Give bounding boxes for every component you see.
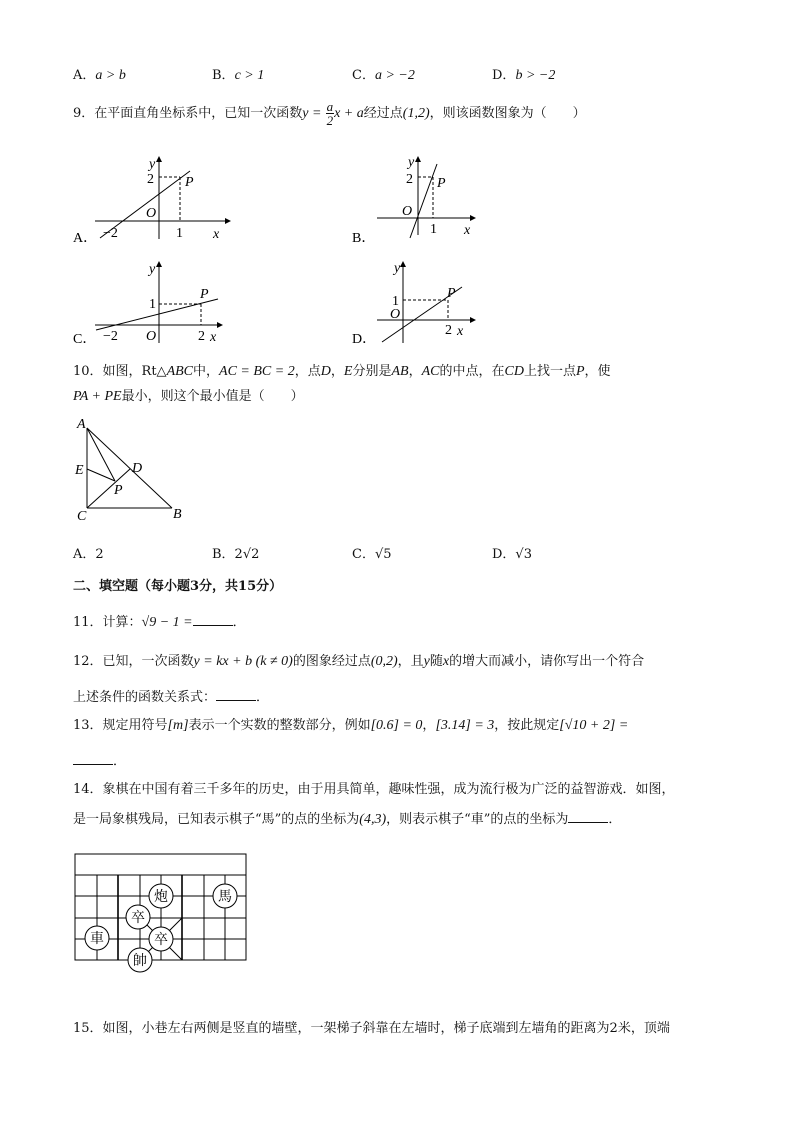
q10-option-b[interactable]: B．2√2 — [212, 547, 260, 562]
piece-label: 卒 — [131, 911, 145, 926]
piece-ju — [85, 926, 109, 950]
text: ． — [232, 615, 246, 630]
q8-option-a[interactable] — [73, 64, 126, 84]
q10-option-a[interactable]: A．2 — [73, 547, 104, 562]
arrow-icon — [470, 215, 476, 221]
graph-label: D． — [352, 332, 377, 347]
q12-question-line2 — [73, 686, 269, 705]
math: PA + PE — [73, 389, 122, 404]
math: CD — [504, 364, 524, 379]
math: E — [343, 364, 353, 379]
y-label: y — [394, 261, 401, 276]
graph-label: A． — [73, 231, 98, 245]
vertex-label: C — [77, 509, 87, 524]
q15-question-line1: 15．如图，小巷左右两侧是竖直的墙壁，一架梯子斜靠在左墙时，梯子底端到左墙角的距离为2米，顶端 — [73, 1021, 670, 1036]
q9-graph-d[interactable] — [352, 255, 482, 351]
math: x — [442, 654, 450, 669]
text: ． — [256, 690, 270, 705]
option-label: C． — [352, 68, 375, 83]
arrow-icon — [415, 156, 421, 162]
piece-label: 帥 — [133, 954, 147, 969]
q9-text-mid: 经过点 — [363, 106, 403, 121]
text: ，使 — [584, 364, 611, 379]
text: 13．规定用符号 — [73, 718, 168, 733]
q8-option-c[interactable] — [352, 64, 415, 84]
piece-shuai — [128, 948, 152, 972]
q9-expr-y: y = — [302, 106, 322, 121]
y-tick: 2 — [147, 172, 154, 187]
text: 是一局象棋残局，已知表示棋子“馬”的点的坐标为 — [73, 812, 360, 827]
point-label: P — [447, 286, 456, 301]
math: [3.14] = 3 — [435, 718, 495, 733]
math: (4,3) — [359, 812, 387, 827]
y-label: y — [149, 262, 156, 277]
math: y — [423, 654, 430, 669]
arrow-icon — [217, 322, 223, 328]
text: 的中点，在 — [439, 364, 505, 379]
segment-cd — [87, 469, 130, 508]
q9-suffix: ，则该函数图象为（ ） — [429, 106, 586, 121]
text: 随 — [429, 654, 443, 669]
x-tick: −2 — [103, 226, 118, 241]
frac-denominator: 2 — [326, 113, 334, 128]
y-tick: 1 — [149, 297, 156, 312]
math: [√10 + 2] = — [559, 718, 629, 733]
point-label: P — [437, 176, 446, 191]
piece-label: 炮 — [154, 890, 168, 905]
vertex-label: D — [132, 461, 143, 476]
piece-pao — [149, 884, 173, 908]
answer-blank[interactable] — [216, 688, 256, 701]
y-tick: 1 — [392, 294, 399, 309]
q13-question-line2 — [73, 750, 126, 769]
x-tick: 2 — [445, 323, 452, 338]
answer-blank[interactable] — [193, 613, 233, 626]
chess-board-figure — [70, 845, 255, 984]
text: ，点 — [294, 364, 321, 379]
q9-question — [73, 100, 586, 127]
q13-question-line1 — [73, 714, 628, 734]
text: 分别是 — [352, 364, 392, 379]
piece-label: 卒 — [154, 933, 168, 948]
x-label: x — [213, 227, 220, 242]
math: AC = BC = 2 — [219, 364, 295, 379]
origin-label: O — [146, 329, 157, 344]
text: 上找一点 — [523, 364, 576, 379]
q10-triangle-figure — [70, 410, 200, 529]
q9-graph-b[interactable] — [352, 150, 482, 249]
arrow-icon — [400, 261, 406, 267]
option-expr: a > −2 — [374, 68, 415, 83]
piece-ma — [213, 884, 237, 908]
q9-expr-rest: x + a — [334, 106, 364, 121]
text: 表示一个实数的整数部分，例如 — [188, 718, 371, 733]
text: 中， — [193, 364, 220, 379]
segment-pe — [87, 469, 115, 481]
q9-fraction — [326, 100, 335, 127]
text: 10．如图，Rt△ — [73, 364, 167, 379]
x-label: x — [464, 223, 471, 238]
q14-question-line1: 14．象棋在中国有着三千多年的历史，由于用具简单，趣味性强，成为流行极为广泛的益智游戏．如图， — [73, 782, 675, 797]
option-label: D． — [492, 68, 516, 83]
answer-blank[interactable] — [568, 810, 608, 823]
x-tick: 1 — [430, 222, 437, 237]
text: ，且 — [397, 654, 424, 669]
origin-label: O — [402, 204, 413, 219]
text: 11．计算： — [73, 615, 142, 630]
origin-label: O — [390, 307, 401, 322]
text: 最小，则这个最小值是（ ） — [121, 389, 304, 404]
option-expr: c > 1 — [234, 68, 265, 83]
math: [0.6] = 0 — [370, 718, 423, 733]
y-tick: 2 — [406, 172, 413, 187]
x-tick: 1 — [176, 226, 183, 241]
arrow-icon — [156, 156, 162, 162]
math: AC — [421, 364, 440, 379]
q14-question-line2 — [73, 808, 621, 828]
q11-question — [73, 611, 246, 631]
x-label: x — [210, 330, 217, 345]
text: ． — [608, 812, 622, 827]
vertex-label: E — [75, 463, 84, 478]
text: 的增大而减小，请你写出一个符合 — [449, 654, 645, 669]
q9-graph-c[interactable] — [73, 255, 233, 351]
piece-label: 車 — [90, 932, 104, 947]
origin-label: O — [146, 206, 157, 221]
segment-pa — [87, 428, 115, 481]
point-label: P — [200, 287, 209, 302]
arrow-icon — [470, 317, 476, 323]
math: √9 − 1 = — [141, 615, 193, 630]
q10-option-c[interactable]: C．√5 — [352, 547, 392, 562]
math: y = kx + b (k ≠ 0) — [193, 654, 293, 669]
q10-option-d[interactable]: D．√3 — [492, 547, 532, 562]
piece-label: 馬 — [218, 890, 232, 905]
arrow-icon — [156, 261, 162, 267]
q9-graph-a[interactable] — [73, 150, 233, 249]
frac-numerator: a — [326, 99, 334, 114]
math: (0,2) — [370, 654, 398, 669]
piece-zu — [126, 905, 150, 929]
text: 上述条件的函数关系式： — [73, 690, 217, 705]
vertex-label: A — [77, 417, 86, 432]
answer-blank[interactable] — [73, 752, 113, 765]
option-label: A． — [73, 68, 96, 83]
math: [m] — [167, 718, 189, 733]
text: 12．已知，一次函数 — [73, 654, 194, 669]
option-expr: b > −2 — [515, 68, 556, 83]
vertex-label: P — [114, 483, 123, 498]
q8-option-d[interactable] — [492, 64, 555, 84]
section-heading: 二、填空题（每小题3分，共15分） — [73, 579, 283, 594]
q8-option-b[interactable] — [212, 64, 264, 84]
math: P — [575, 364, 585, 379]
y-label: y — [408, 155, 415, 170]
graph-label: C． — [73, 332, 97, 347]
x-tick: −2 — [103, 329, 118, 344]
graph-label: B． — [352, 231, 376, 245]
piece-zu — [149, 927, 173, 951]
vertex-label: B — [173, 507, 182, 522]
y-label: y — [149, 157, 156, 172]
option-label: B． — [212, 68, 235, 83]
q10-question-line1: 10．如图，Rt△ABC中，AC = BC = 2，点D，E分别是AB，AC的中点，在CD上找一点P，使 — [73, 364, 611, 379]
point-label: P — [185, 175, 194, 190]
math: AB — [391, 364, 409, 379]
q12-question-line1 — [73, 650, 644, 670]
q9-point: (1,2) — [402, 106, 430, 121]
text: ． — [113, 754, 127, 769]
q10-question-line2 — [73, 385, 304, 405]
arrow-icon — [225, 218, 231, 224]
text: ，按此规定 — [494, 718, 560, 733]
text: ，则表示棋子“車”的点的坐标为 — [386, 812, 569, 827]
x-tick: 2 — [198, 329, 205, 344]
option-expr: a > b — [95, 68, 126, 83]
math: D — [320, 364, 331, 379]
q9-text: 9．在平面直角坐标系中，已知一次函数 — [73, 106, 303, 121]
text: 的图象经过点 — [292, 654, 371, 669]
text: ， — [422, 718, 436, 733]
x-label: x — [457, 324, 464, 339]
math: ABC — [166, 364, 194, 379]
